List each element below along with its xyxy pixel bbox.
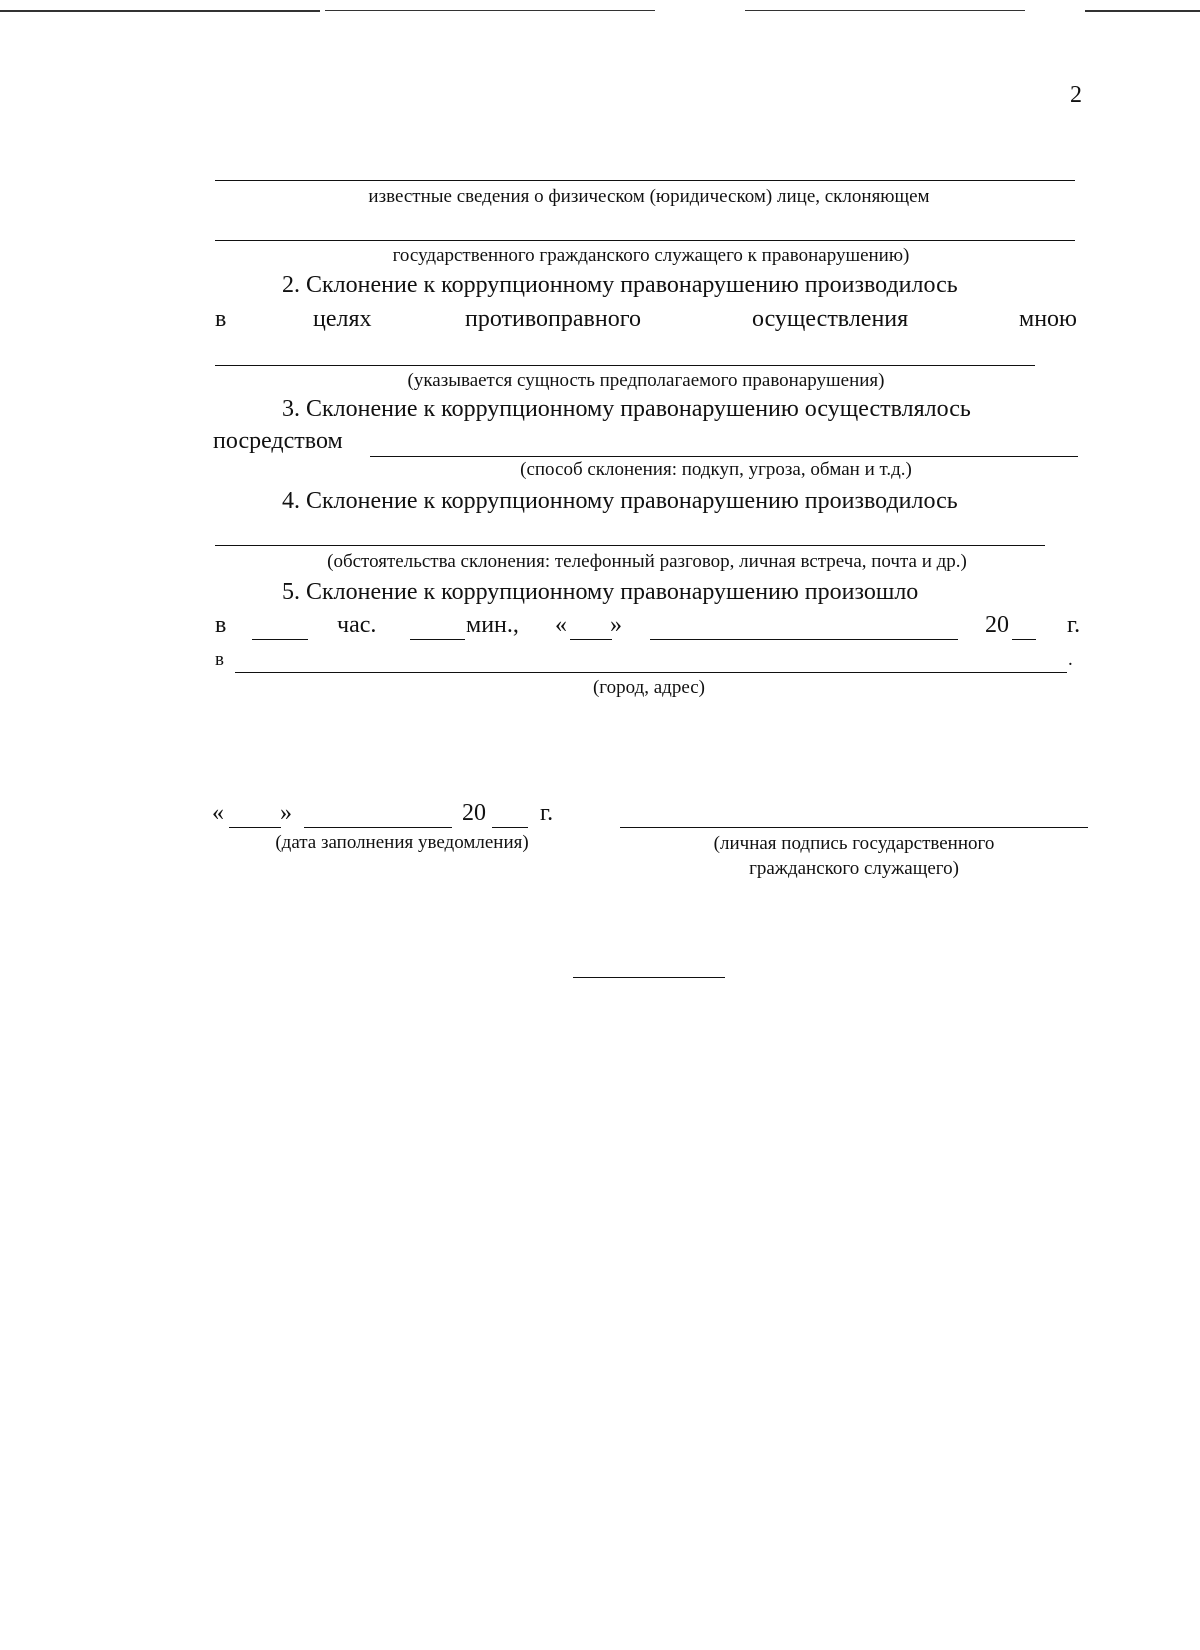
caption-offense-essence: (указывается сущность предполагаемого правонарушения) xyxy=(407,370,885,391)
paragraph-4: 4. Склонение к коррупционному правонарушению производилось xyxy=(282,488,958,514)
word-mnoyu: мною xyxy=(1019,306,1077,332)
fill-month xyxy=(650,639,958,640)
fill-line xyxy=(215,180,1075,181)
paragraph-5: 5. Склонение к коррупционному правонарушению произошло xyxy=(282,579,919,605)
caption-servant: государственного гражданского служащего к правонарушению) xyxy=(392,245,910,266)
word-v-time: в xyxy=(215,612,227,638)
page-number: 2 xyxy=(1070,82,1082,108)
scan-artifact-line xyxy=(745,10,1025,11)
caption-signature-2: гражданского служащего) xyxy=(749,858,959,879)
fill-line xyxy=(215,365,1035,366)
scan-artifact-line xyxy=(1085,10,1200,12)
caption-method: (способ склонения: подкуп, угроза, обман и т.д.) xyxy=(520,459,912,480)
fill-sig-month xyxy=(304,827,452,828)
sig-year-suffix: г. xyxy=(540,800,554,826)
place-period: . xyxy=(1068,649,1073,670)
word-tselyakh: целях xyxy=(313,306,372,332)
label-hour: час. xyxy=(337,612,377,638)
paragraph-2: 2. Склонение к коррупционному правонарушению производилось xyxy=(282,272,958,298)
paragraph-3: 3. Склонение к коррупционному правонарушению осуществлялось xyxy=(282,396,971,422)
word-protivopravnogo: противоправного xyxy=(465,306,641,332)
sig-quote-close: » xyxy=(280,800,292,826)
quote-open: « xyxy=(555,612,567,638)
scan-artifact-line xyxy=(0,10,320,12)
word-v: в xyxy=(215,306,227,332)
label-minutes: мин., xyxy=(466,612,519,638)
quote-close: » xyxy=(610,612,622,638)
fill-day xyxy=(570,639,612,640)
word-posredstvom: посредством xyxy=(213,428,343,454)
year-prefix: 20 xyxy=(985,612,1009,638)
fill-sig-year xyxy=(492,827,528,828)
word-osushchestvleniya: осуществления xyxy=(752,306,909,332)
fill-place xyxy=(235,672,1067,673)
fill-year xyxy=(1012,639,1036,640)
caption-fill-date: (дата заполнения уведомления) xyxy=(275,832,529,853)
sig-year-prefix: 20 xyxy=(462,800,486,826)
fill-minutes xyxy=(410,639,465,640)
fill-sig-day xyxy=(229,827,281,828)
fill-hour xyxy=(252,639,308,640)
fill-line xyxy=(215,240,1075,241)
caption-person-info: известные сведения о физическом (юридическом) лице, склоняющем xyxy=(368,186,930,207)
word-v-place: в xyxy=(215,649,224,670)
scan-artifact-line xyxy=(325,10,655,11)
sig-quote-open: « xyxy=(212,800,224,826)
year-suffix: г. xyxy=(1067,612,1081,638)
fill-line xyxy=(370,456,1078,457)
end-divider xyxy=(573,977,725,978)
caption-signature-1: (личная подпись государственного xyxy=(713,833,995,854)
fill-signature xyxy=(620,827,1088,828)
fill-line xyxy=(215,545,1045,546)
caption-circumstances: (обстоятельства склонения: телефонный разговор, личная встреча, почта и др.) xyxy=(327,551,967,572)
caption-city-address: (город, адрес) xyxy=(592,677,706,698)
